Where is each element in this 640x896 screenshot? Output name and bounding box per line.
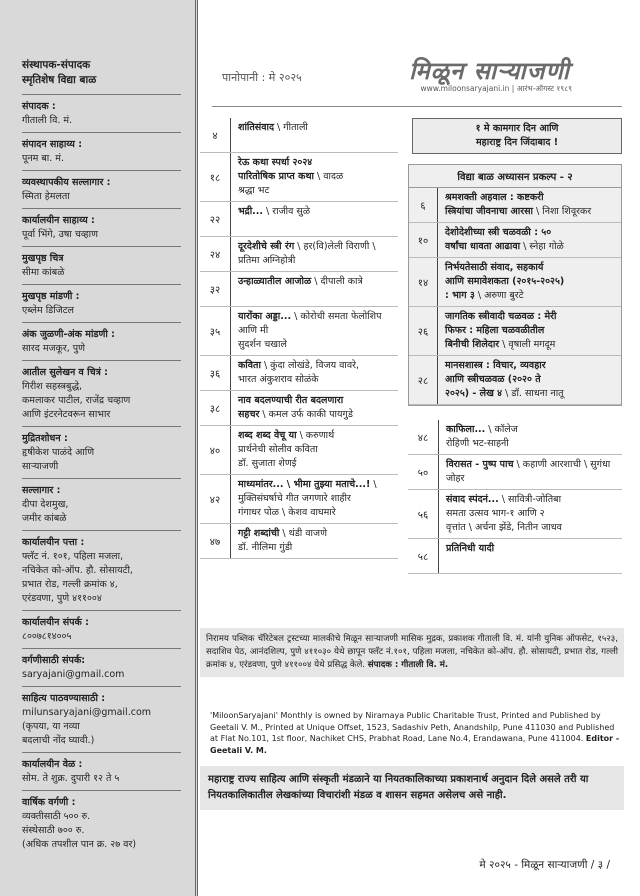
toc-author: स्नेहा गोळे (529, 241, 564, 252)
toc-entry (200, 153, 398, 202)
toc-entry-text (437, 188, 621, 222)
toc-entry (200, 475, 398, 524)
toc-title: मानसशास्त्र : विचार, व्यवहार आणि स्त्रीचळवळ (२०२० ते २०२५) - लेख ४ (445, 360, 546, 399)
website-line: www.miloonsaryajani.in | आरंभ-ऑगस्ट १९८९ (420, 84, 572, 93)
toc-entry-text (437, 258, 621, 306)
toc-entry-text (230, 307, 398, 355)
masthead-block (22, 360, 181, 426)
imprint-block (200, 628, 624, 677)
english-imprint (210, 710, 620, 756)
toc-page-number: ५० (417, 468, 429, 479)
toc-title: गट्टी शब्दांची (238, 528, 280, 539)
toc-separator: \ (532, 206, 543, 217)
toc-author: थंडी वाजणे डॉ. नीलिमा गुंडी (238, 528, 327, 553)
toc-title: कविता (238, 360, 261, 371)
toc-author: कमल उर्फ काकी पायगुडे (268, 409, 353, 420)
toc-title: प्रतिनिधी यादी (446, 543, 495, 554)
toc-author: निशा शिवूरकर (542, 206, 592, 217)
toc-entry (200, 391, 398, 426)
toc-title: श्रमशक्ती अहवाल : कष्टकरी स्त्रियांचा जीवनाचा आरसा (445, 192, 544, 217)
toc-author: कुंदा लोखंडे, विजय वावरे, भारत अंकुशराव सोळंके (238, 360, 360, 385)
toc-title: संवाद स्पंदनं... (446, 494, 499, 505)
masthead-value: पूर्वा भिंगे, उषा चव्हाण (22, 229, 99, 240)
masthead-block (22, 94, 181, 132)
toc-author: मुक्तिसंघर्षाचे गीत जगणारे शाहीर गंगाधर पोळ \ केशव वाघमारे (238, 493, 351, 518)
toc-entry (200, 426, 398, 475)
page-footer: मे २०२५ - मिळून साऱ्याजणी / ३ / (479, 859, 610, 871)
toc-page-number: ४७ (209, 537, 221, 548)
masthead-value: saryajani@gmail.com (22, 669, 125, 680)
masthead-value: गीताली वि. मं. (22, 115, 73, 126)
toc-entry (200, 202, 398, 237)
masthead-label: सल्लागार : (22, 485, 61, 496)
toc-entry (200, 356, 398, 391)
masthead-block (22, 478, 181, 530)
toc-title: यारोंका अड्डा... (238, 311, 292, 322)
toc-separator: \ (291, 311, 301, 322)
toc-page-number: ४० (209, 446, 221, 457)
toc-separator: \ (294, 241, 304, 252)
toc-page-number: ३८ (209, 404, 221, 415)
masthead-block (22, 790, 181, 856)
toc-entry (408, 455, 622, 490)
english-note: 'MiloonSaryajani' Monthly is owned by Niramaya Public Charitable Trust, Printed and Published by Geetali V. M., Printed at Unique Offset, 1523, Sadashiv Peth, Anandshilp, Pune 411030 and Published at Flat No.101, 1st floor, Nachiket CHS, Prabhat Road, Lane No.4, Erandawana, Pune 411004. (210, 711, 615, 743)
header-rule (212, 106, 622, 107)
masthead-label: आतील सुलेखन व चित्रं : (22, 367, 108, 378)
masthead-block (22, 610, 181, 648)
toc-entry-text (437, 223, 621, 257)
toc-author: सावित्री-जोतिबा समता उत्सव भाग-१ आणि २ वृत्तांत \ अर्चना झेंडे, नितीन जाधव (446, 494, 562, 533)
disclaimer: महाराष्ट्र राज्य साहित्य आणि संस्कृती मंडळाने या नियतकालिकाच्या प्रकाशनार्थ अनुदान दिले असले तरी या नियतकालिकातील लेखकांच्या विचारांशी मंडळ व शासन सहमत असेलच असे नाही. (200, 766, 624, 810)
toc-page-number: ३२ (209, 285, 221, 296)
masthead-block (22, 246, 181, 284)
page-header (198, 48, 640, 108)
masthead-label: मुखपृष्ठ मांडणी : (22, 291, 80, 302)
founder (22, 58, 181, 88)
masthead-label: वार्षिक वर्गणी : (22, 797, 76, 808)
toc-page-number: ४८ (417, 433, 429, 444)
toc-title: रेऊ कथा स्पर्धा २०२४ पारितोषिक प्राप्त कथा (238, 157, 314, 182)
toc-separator: \ (513, 459, 523, 470)
toc-separator: \ (313, 171, 324, 182)
masthead-sidebar (0, 0, 198, 896)
toc-separator: \ (296, 430, 306, 441)
toc-separator: \ (520, 241, 530, 252)
toc-title: दूरदेशीचे स्त्री रंग (238, 241, 295, 252)
toc-entry-text (230, 391, 398, 425)
masthead-label: कार्यालयीन संपर्क : (22, 617, 89, 628)
toc-entry (409, 356, 621, 405)
toc-page-number: ५८ (417, 552, 429, 563)
toc-separator: \ (279, 528, 289, 539)
toc-title: जागतिक स्त्रीवादी चळवळ : मेरी फिफर : महिला चळवळीतील बिनीची शिलेदार (445, 311, 557, 350)
toc-author: कॉलेज रोहिणी भट-साहनी (446, 424, 518, 449)
toc-page-number: ५६ (417, 510, 429, 521)
toc-page-number: ३५ (209, 327, 221, 338)
toc-page-number: २४ (209, 250, 221, 261)
toc-entry-text (230, 475, 398, 523)
masthead-label: अंक जुळणी-अंक मांडणी : (22, 329, 115, 340)
masthead-value: एब्लेम डिजिटल (22, 305, 74, 316)
toc-author: गीताली (283, 122, 308, 133)
masthead-label: व्यवस्थापकीय सल्लागार : (22, 177, 111, 188)
toc-page-number: ४ (212, 131, 218, 142)
masthead-label: साहित्य पाठवण्यासाठी : (22, 693, 106, 704)
toc-entry-text (230, 426, 398, 474)
masthead-value: हृषीकेश पाळंदे आणि साऱ्याजणी (22, 447, 95, 472)
masthead-value: ८००७८१४००५ (22, 631, 72, 642)
toc-separator: \ (502, 388, 512, 399)
masthead-value: सोम. ते शुक्र. दुपारी १२ ते ५ (22, 773, 120, 784)
toc-page-number: १४ (417, 278, 429, 289)
masthead-block (22, 170, 181, 208)
toc-title: शांतिसंवाद (238, 122, 275, 133)
series-box (408, 164, 622, 406)
toc-separator: \ (370, 479, 377, 490)
toc-author: दीपाली कात्रे (320, 276, 363, 287)
toc-author: अरुणा बुरटे (484, 290, 524, 301)
imprint-editor: संपादक : गीताली वि. मं. (367, 660, 449, 670)
toc-title: विरासत - पुष्प पाच (446, 459, 514, 470)
masthead-block (22, 208, 181, 246)
toc-entry (409, 223, 621, 258)
masthead-value: पूनम बा. मं. (22, 153, 64, 164)
toc-author: कोरोची समता फेलोशिप आणि मी सुदर्शन चखाले (238, 311, 382, 350)
masthead-block (22, 284, 181, 322)
toc-entry (200, 272, 398, 307)
imprint-text: निरामय पब्लिक चॅरिटेबल ट्रस्टच्या मालकीचे मिळून साऱ्याजणी मासिक मुद्रक, प्रकाशक गीताली वि. मं. यांनी युनिक ऑफसेट, १५२३, सदाशिव पेठ, आनंदशिल्प, पुणे ४११०३० येथे छापून फ्लॅट नं.१०१, पहिला मजला, नचिकेत को-ऑप. हौ. सोसायटी, प्रभात रोड, गल्ली क्रमांक ४, एरंडवणा, पुणे ४११००४ येथे प्रसिद्ध केले. (206, 634, 618, 670)
masthead-value: फ्लॅट नं. १०१, पहिला मजला, नचिकेत को-ऑप. हौ. सोसायटी, प्रभात रोड, गल्ली क्रमांक ४, एरंडवणा, पुणे ४११००४ (22, 551, 133, 604)
toc-entry (200, 237, 398, 272)
toc-title: काफिला... (446, 424, 486, 435)
masthead-block (22, 322, 181, 360)
toc-separator: \ (311, 276, 321, 287)
masthead-block (22, 648, 181, 686)
toc-separator: \ (263, 206, 273, 217)
masthead-label: कार्यालयीन वेळ : (22, 759, 83, 770)
series-items (409, 188, 621, 405)
toc-page-number: २६ (417, 327, 429, 338)
masthead-block (22, 426, 181, 478)
toc-left-column (200, 118, 398, 559)
toc-entry-text (230, 272, 398, 306)
toc-entry-text (438, 490, 622, 538)
masthead-label: कार्यालयीन साहाय्य : (22, 215, 95, 226)
toc-title: देशोदेशीच्या स्त्री चळवळी : ५० वर्षांचा धावता आढावा (445, 227, 552, 252)
founder-label: संस्थापक-संपादक (22, 59, 91, 71)
series-title: विद्या बाळ अध्यासन प्रकल्प - २ (409, 165, 621, 188)
toc-title: उन्हाळ्यातील आजोळ (238, 276, 312, 287)
toc-author: राजीव सुळे (272, 206, 311, 217)
toc-entry-text (230, 356, 398, 390)
toc-entry (408, 539, 622, 574)
founder-name: स्मृतिशेष विद्या बाळ (22, 74, 97, 86)
masthead-value: milunsaryajani@gmail.com (कृपया, या नव्या बदलाची नोंद घ्यावी.) (22, 707, 152, 746)
toc-entry-text (437, 307, 621, 355)
masthead-label: मुखपृष्ठ चित्र (22, 253, 64, 264)
toc-separator: \ (498, 494, 509, 505)
toc-page-number: ४२ (209, 495, 221, 506)
toc-title: निर्भयतेसाठी संवाद, सहकार्य आणि समावेशकता (२०१५-२०२५) : भाग ३ (445, 262, 565, 301)
masthead-value: गिरीश सहस्त्रबुद्धे, कमलाकर पाटील, राजेंद्र चव्हाण आणि इंटरनेटवरून साभार (22, 381, 131, 420)
toc-entry (408, 490, 622, 539)
toc-entry-text (438, 420, 622, 454)
masthead-value: व्यक्तीसाठी ५०० रु. संस्थेसाठी ७०० रु. (अधिक तपशील पान क्र. २७ वर) (22, 811, 137, 850)
toc-entry (200, 524, 398, 559)
masthead-blocks (22, 94, 181, 856)
toc-separator: \ (260, 360, 271, 371)
toc-entry (200, 118, 398, 153)
toc-author: हर(वि)लेली विराणी \ प्रतिमा अग्निहोत्री (238, 241, 376, 266)
masthead-value: दीपा देशमुख, जमीर कांबळे (22, 499, 69, 524)
toc-page-number: ६ (420, 201, 426, 212)
toc-entry-text (230, 118, 398, 152)
masthead-value: सारद मजकूर, पुणे (22, 343, 86, 354)
may-day-notice: १ मे कामगार दिन आणि महाराष्ट्र दिन जिंदाबाद ! (412, 118, 622, 154)
toc-entry (408, 420, 622, 455)
toc-separator: \ (485, 424, 495, 435)
toc-author: करुणार्थ प्रार्थनेची सोलीव कविता डॉ. सुजाता शेणई (238, 430, 335, 469)
toc-entry-text (438, 539, 622, 573)
magazine-logo: मिळून साऱ्याजणी (409, 57, 570, 85)
toc-page-number: १० (417, 236, 429, 247)
masthead-block (22, 530, 181, 610)
toc-author: वादळ श्रद्धा भट (238, 171, 344, 196)
toc-entry (409, 258, 621, 307)
toc-separator: \ (259, 409, 269, 420)
toc-page-number: २२ (209, 215, 221, 226)
toc-title: नाव बदलण्याची रीत बदलणारा सहचर (238, 395, 344, 420)
toc-entry (409, 188, 621, 223)
masthead-label: वर्गणीसाठी संपर्क: (22, 655, 86, 666)
toc-author: कहाणी आरशाची \ सुगंधा जोहर (446, 459, 611, 484)
toc-entry-text (230, 153, 398, 201)
toc-right-items (408, 420, 622, 574)
toc-separator: \ (274, 122, 284, 133)
toc-title: माध्यमांतर... \ भीमा तुझ्या मताचे...! (238, 479, 371, 490)
toc-entry-text (230, 202, 398, 236)
toc-entry-text (230, 524, 398, 558)
toc-separator: \ (499, 339, 509, 350)
toc-title: शब्द शब्द वेचू या (238, 430, 297, 441)
toc-author: वृषाली मगदूम (508, 339, 556, 350)
toc-right-column (408, 118, 622, 574)
masthead-value: स्मिता हेमलता (22, 191, 70, 202)
toc-entry-text (438, 455, 622, 489)
masthead-label: संपादक : (22, 101, 56, 112)
masthead-block (22, 686, 181, 752)
masthead-label: कार्यालयीन पत्ता : (22, 537, 85, 548)
english-editor: Editor - Geetali V. M. (210, 734, 620, 755)
masthead-block (22, 752, 181, 790)
toc-page-number: ३६ (209, 369, 221, 380)
toc-title: भद्री... (238, 206, 264, 217)
issue-month: पानोपानी : मे २०२५ (222, 71, 302, 84)
masthead-block (22, 132, 181, 170)
toc-entry-text (437, 356, 621, 404)
toc-page-number: १८ (209, 173, 221, 184)
masthead-label: मुद्रितशोधन : (22, 433, 68, 444)
toc-separator: \ (474, 290, 485, 301)
toc-entry (409, 307, 621, 356)
masthead-label: संपादन साहाय्य : (22, 139, 83, 150)
toc-page-number: २८ (417, 376, 429, 387)
toc-entry (200, 307, 398, 356)
toc-entry-text (230, 237, 398, 271)
toc-author: डॉ. साधना नातू (511, 388, 564, 399)
masthead-value: सीमा कांबळे (22, 267, 65, 278)
